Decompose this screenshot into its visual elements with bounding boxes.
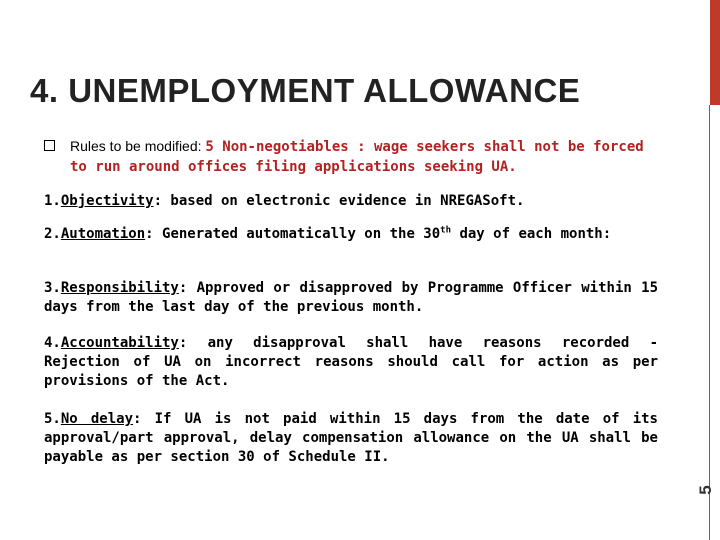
- rule-item: [44, 334, 658, 391]
- rule-item: [44, 410, 658, 467]
- rule-key: Objectivity: [60, 193, 154, 209]
- slide-number: 5: [696, 485, 715, 495]
- rule-superscript: th: [440, 225, 452, 236]
- rule-number: 5.: [44, 411, 61, 427]
- rule-key: No delay: [60, 411, 134, 427]
- intro-label: Rules to be modified:: [70, 138, 206, 154]
- rule-text: : based on electronic evidence in NREGASoft.: [153, 193, 525, 209]
- rule-number: 3.: [44, 280, 61, 296]
- rule-text: : any disapproval shall have reasons recorded - Rejection of UA on incorrect reasons should call for action as per provisions of the Act.: [44, 335, 658, 389]
- rule-key: Automation: [60, 226, 146, 242]
- rule-number: 4.: [44, 335, 61, 351]
- rule-key: Responsibility: [60, 280, 179, 296]
- rule-text: : If UA is not paid within 15 days from the date of its approval/part approval, delay compensation allowance on the UA shall be payable as per section 30 of Schedule II.: [44, 411, 658, 465]
- rule-number: 1.: [44, 193, 61, 209]
- intro-bullet: [44, 137, 664, 177]
- intro-highlight: 5 Non-negotiables : wage seekers shall not be forced to run around offices filing applications seeking UA.: [70, 139, 644, 175]
- slide-title: 4. UNEMPLOYMENT ALLOWANCE: [30, 72, 581, 109]
- rule-text-after: day of each month:: [451, 226, 612, 242]
- rule-text: : Generated automatically on the 30: [145, 226, 441, 242]
- rule-item: [44, 192, 658, 211]
- checkbox-bullet-icon: [44, 140, 55, 151]
- intro-text: [70, 137, 664, 177]
- rule-key: Accountability: [60, 335, 179, 351]
- accent-bar: [710, 0, 720, 105]
- rule-number: 2.: [44, 226, 61, 242]
- rule-item: [44, 225, 658, 244]
- rule-item: [44, 279, 658, 317]
- rule-text: : Approved or disapproved by Programme Officer within 15 days from the last day of the previous month.: [44, 280, 658, 315]
- side-divider: [709, 105, 710, 540]
